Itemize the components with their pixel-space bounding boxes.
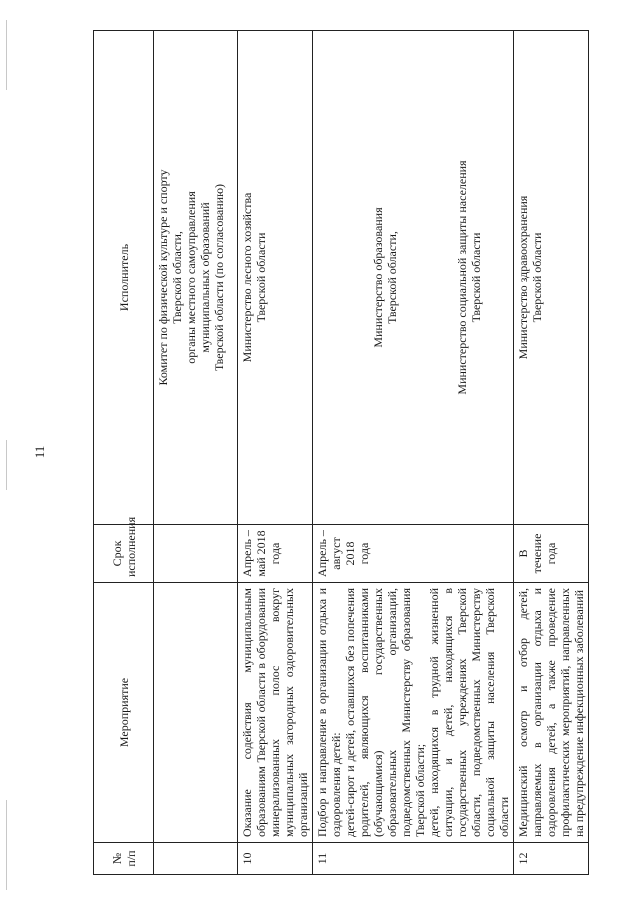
event-line: детей, находящихся в трудной жизненной ситуации, и детей, находящихся в государственных учреждениях Тверской области, подведомственных Министерству социальной защиты населения Тверской области (427, 588, 511, 837)
term-text: Апрель – август 2018 года (313, 525, 514, 583)
header-event: Мероприятие (94, 583, 154, 843)
term-text: Апрель – май 2018 года (238, 525, 313, 583)
event-line: детей-сирот и детей, оставшихся без попечения родителей, являющихся воспитанниками (обучающимися) государственных образовательных организаций, подведомственных Министерству образования Тверской области; (343, 588, 427, 837)
table-row (154, 31, 238, 875)
header-row (94, 31, 154, 875)
executor-line: Тверской области, (170, 231, 184, 324)
executor-line: Министерство образования (371, 207, 385, 348)
event-text: Медицинский осмотр и отбор детей, направляемых в организации отдыха и оздоровления детей, а также проведение профилактических мероприятий, направленных на предупреждение инфекционных заболеваний (514, 583, 589, 843)
executor-line: Тверской области (469, 232, 483, 323)
executor-line: Тверской области (530, 232, 544, 323)
executor-line: муниципальных образований (198, 202, 212, 353)
event-text: Оказание содействия муниципальным образованиям Тверской области в оборудовании минерализованных полос вокруг муниципальных загородных оздоровительных организаций (238, 583, 313, 843)
table-row (514, 31, 589, 875)
executor-line: Министерство лесного хозяйства (240, 192, 254, 363)
page-number: 11 (32, 445, 47, 459)
executor-cell (154, 31, 238, 525)
event-text (313, 583, 514, 843)
event-line: Подбор и направление в организации отдыха и оздоровления детей: (315, 588, 343, 837)
executor-cell (514, 31, 589, 525)
executor-cell (313, 31, 514, 525)
term-text: В течение года (514, 525, 589, 583)
scan-edge-mark (6, 800, 7, 890)
row-number: 10 (238, 843, 313, 875)
table-row (238, 31, 313, 875)
table-row (313, 31, 514, 875)
executor-line: Тверской области (254, 232, 268, 323)
events-table (93, 30, 589, 875)
executor-line: Тверской области (по согласованию) (212, 183, 226, 372)
scan-edge-mark (6, 440, 7, 490)
executor-cell (238, 31, 313, 525)
row-number: 11 (313, 843, 514, 875)
scan-edge-mark (6, 20, 7, 90)
executor-line: органы местного самоуправления (184, 191, 198, 364)
executor-line: Тверской области, (385, 231, 399, 324)
header-executor: Исполнитель (94, 31, 154, 525)
header-num: № п/п (94, 843, 154, 875)
executor-line: Комитет по физической культуре и спорту (156, 169, 170, 386)
executor-line: Министерство социальной защиты населения (455, 160, 469, 395)
row-number: 12 (514, 843, 589, 875)
header-term: Срок исполнения (94, 525, 154, 583)
executor-line: Министерство здравоохранения (516, 195, 530, 360)
rotated-table-wrapper (93, 30, 586, 875)
